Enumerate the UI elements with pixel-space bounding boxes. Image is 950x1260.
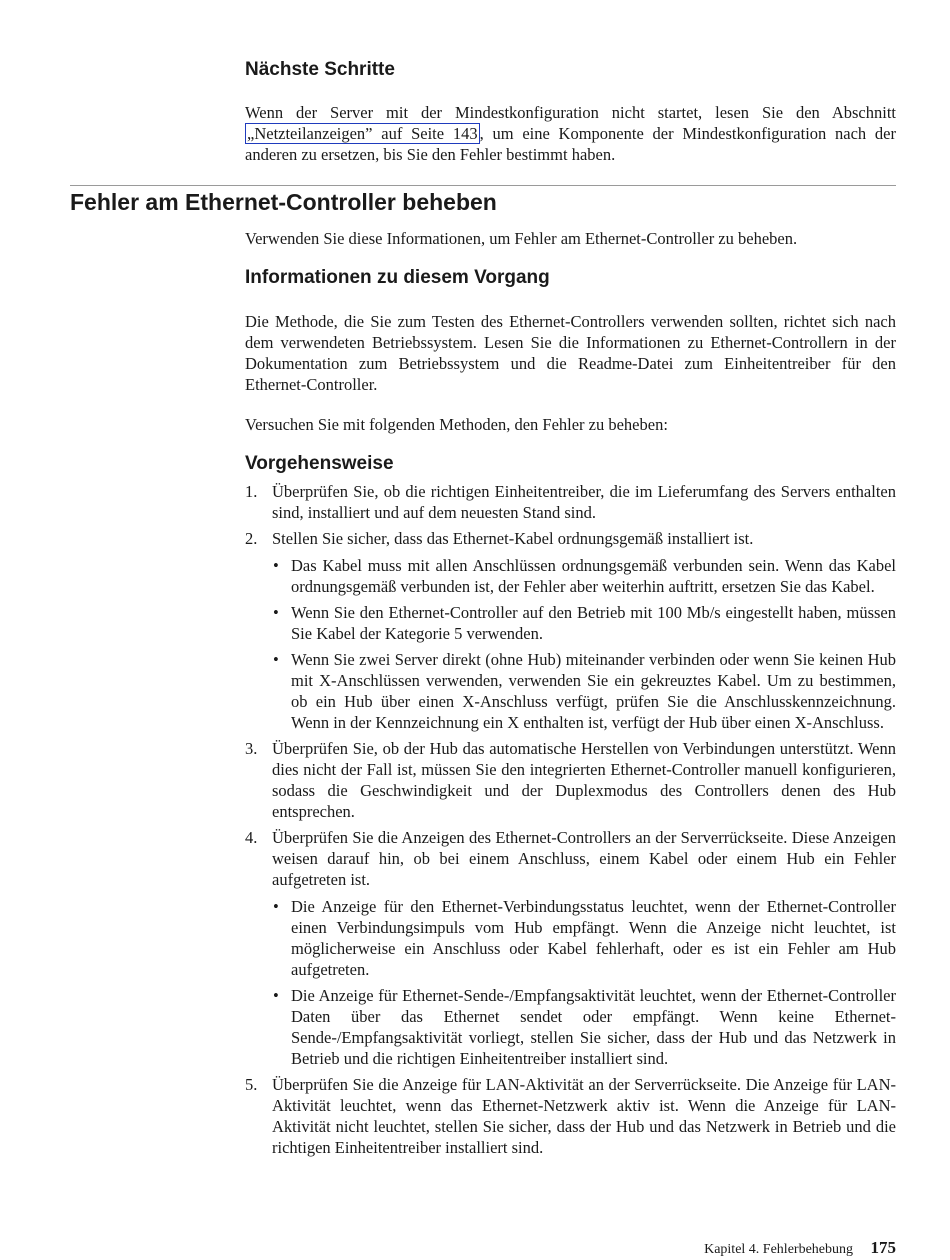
page-number: 175 [870, 1238, 896, 1257]
bullet-item [272, 649, 896, 733]
step-item [245, 528, 896, 733]
step-item [245, 481, 896, 523]
power-supply-indicators-link[interactable]: „Netzteilanzeigen” auf Seite 143 [247, 124, 478, 143]
step-text: Überprüfen Sie, ob der Hub das automatische Herstellen von Verbindungen unterstützt. Wenn dies nicht der Fall ist, müssen Sie den integrierten Ethernet-Controller manuell konfigurieren, sodass die Geschwindigkeit und der Duplexmodus des Controllers denen des Hub entsprechen. [272, 739, 896, 821]
next-steps-paragraph [245, 102, 896, 165]
bullet-item [272, 896, 896, 980]
step-bullets [272, 896, 896, 1069]
page-footer [704, 1238, 896, 1258]
section-title: Fehler am Ethernet-Controller beheben [70, 189, 497, 215]
step-number: 4. [245, 828, 258, 847]
step-text: Stellen Sie sicher, dass das Ethernet-Kabel ordnungsgemäß installiert ist. [272, 529, 754, 548]
bullet-text: Das Kabel muss mit allen Anschlüssen ordnungsgemäß verbunden sein. Wenn das Kabel ordnungsgemäß verbunden ist, der Fehler aber weiterhin auftritt, ersetzen Sie das Kabel. [291, 556, 896, 596]
info-paragraph: Die Methode, die Sie zum Testen des Ethernet-Controllers verwenden sollten, richtet sich nach dem verwendeten Betriebssystem. Lesen Sie die Informationen zu Ethernet-Controllern in der Dokumentation zum Betriebssystem und die Readme-Datei zum Einheitentreiber für den Ethernet-Controller. [245, 312, 896, 394]
bullet-text: Wenn Sie zwei Server direkt (ohne Hub) miteinander verbinden oder wenn Sie keinen Hub mit X-Anschlüssen verwenden, verwenden Sie ein gekreuztes Kabel. Um zu bestimmen, ob ein Hub über einen X-Anschluss verfügt, prüfen Sie die Anschlusskennzeichnung. Wenn in der Kennzeichnung ein X enthalten ist, verfügt der Hub über einen X-Anschluss. [291, 650, 896, 732]
step-number: 2. [245, 529, 258, 548]
step-item [245, 738, 896, 822]
step-item [245, 827, 896, 1069]
bullet-marker: • [273, 650, 279, 669]
bullet-marker: • [273, 603, 279, 622]
step-bullets [272, 555, 896, 733]
step-item [245, 1074, 896, 1158]
bullet-marker: • [273, 556, 279, 575]
bullet-marker: • [273, 986, 279, 1005]
bullet-text: Wenn Sie den Ethernet-Controller auf den Betrieb mit 100 Mb/s eingestellt haben, müssen Sie Kabel der Kategorie 5 verwenden. [291, 603, 896, 643]
step-text: Überprüfen Sie, ob die richtigen Einheitentreiber, die im Lieferumfang des Servers enthalten sind, installiert und auf dem neuesten Stand sind. [272, 482, 896, 522]
footer-chapter: Kapitel 4. Fehlerbehebung [704, 1242, 853, 1257]
section-divider [70, 185, 896, 186]
next-steps-text-after: , um eine Komponente der Mindestkonfiguration nach der anderen zu ersetzen, bis Sie den Fehler bestimmt haben. [245, 124, 897, 164]
section-intro: Verwenden Sie diese Informationen, um Fehler am Ethernet-Controller zu beheben. [245, 229, 798, 248]
step-number: 1. [245, 482, 258, 501]
step-text: Überprüfen Sie die Anzeige für LAN-Aktivität an der Serverrückseite. Die Anzeige für LAN-Aktivität leuchtet, wenn das Ethernet-Netzwerk aktiv ist. Wenn die Anzeige für LAN-Aktivität nicht leuchtet, stellen Sie sicher, dass der Hub und das Netzwerk in Betrieb und die richtigen Einheitentreiber installiert sind. [272, 1075, 896, 1157]
step-text: Überprüfen Sie die Anzeigen des Ethernet-Controllers an der Serverrückseite. Diese Anzeigen weisen darauf hin, ob bei einem Anschluss, einem Kabel oder einem Hub ein Fehler aufgetreten ist. [272, 828, 896, 889]
bullet-item [272, 985, 896, 1069]
procedure-steps [245, 481, 896, 1163]
step-number: 3. [245, 739, 258, 758]
next-steps-text-before: Wenn der Server mit der Mindestkonfiguration nicht startet, lesen Sie den Abschnitt [245, 103, 896, 122]
procedure-heading: Vorgehensweise [245, 453, 394, 474]
step-number: 5. [245, 1075, 258, 1094]
bullet-marker: • [273, 897, 279, 916]
methods-intro: Versuchen Sie mit folgenden Methoden, den Fehler zu beheben: [245, 415, 668, 434]
bullet-item [272, 555, 896, 597]
next-steps-heading: Nächste Schritte [245, 59, 395, 80]
bullet-text: Die Anzeige für den Ethernet-Verbindungsstatus leuchtet, wenn der Ethernet-Controller einen Verbindungsimpuls vom Hub empfängt. Wenn die Anzeige nicht leuchtet, ist möglicherweise ein Anschluss oder Kabel fehlerhaft, oder es ist ein Fehler am Hub aufgetreten. [291, 897, 896, 979]
info-heading: Informationen zu diesem Vorgang [245, 267, 550, 288]
bullet-item [272, 602, 896, 644]
bullet-text: Die Anzeige für Ethernet-Sende-/Empfangsaktivität leuchtet, wenn der Ethernet-Controller Daten über das Ethernet sendet oder empfängt. Wenn keine Ethernet-Sende-/Empfangsaktivität vorliegt, stellen Sie sicher, dass der Hub und das Netzwerk in Betrieb und die richtigen Einheitentreiber installiert sind. [291, 986, 896, 1068]
